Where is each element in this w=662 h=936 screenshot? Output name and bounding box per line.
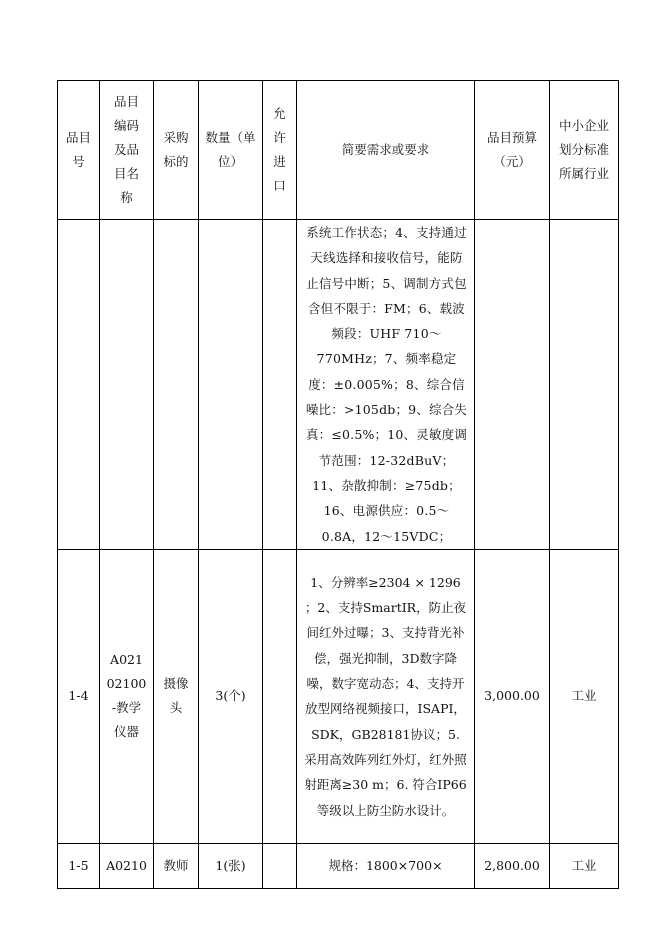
cell-item-code-name: A02102100-教学仪器 [100, 549, 154, 843]
cell-purchase-target: 摄像头 [154, 549, 199, 843]
table-header-row [58, 81, 619, 220]
cell-allow-import [263, 549, 297, 843]
cell-requirements: 规格：1800×700× [297, 843, 475, 888]
header-sme-industry: 中小企业划分标准所属行业 [550, 81, 619, 220]
cell-budget [475, 220, 550, 550]
cell-budget: 3,000.00 [475, 549, 550, 843]
cell-allow-import [263, 220, 297, 550]
header-requirements: 简要需求或要求 [297, 81, 475, 220]
header-budget: 品目预算（元） [475, 81, 550, 220]
cell-purchase-target: 教师 [154, 843, 199, 888]
cell-sme-industry: 工业 [550, 843, 619, 888]
cell-requirements: 1、分辨率≥2304 × 1296 ；2、支持SmartIR，防止夜间红外过曝；3、支持背光补偿，强光抑制，3D数字降噪，数字宽动态；4、支持开放型网络视频接口，ISAPI，SDK，GB28181协议；5. 采用高效阵列红外灯，红外照射距离≥30 m；6. 符合IP66等级以上防尘防水设计。 [297, 549, 475, 843]
cell-budget: 2,800.00 [475, 843, 550, 888]
table-row [58, 843, 619, 888]
header-item-code-name: 品目编码及品目名称 [100, 81, 154, 220]
procurement-items-table [57, 80, 619, 889]
cell-purchase-target [154, 220, 199, 550]
header-purchase-target: 采购标的 [154, 81, 199, 220]
header-item-no: 品目号 [58, 81, 100, 220]
cell-item-no: 1-4 [58, 549, 100, 843]
cell-item-code-name: A0210 [100, 843, 154, 888]
table-row [58, 220, 619, 550]
cell-quantity: 1(张) [199, 843, 263, 888]
cell-quantity: 3(个) [199, 549, 263, 843]
table-row [58, 549, 619, 843]
cell-item-no: 1-5 [58, 843, 100, 888]
cell-quantity [199, 220, 263, 550]
header-quantity: 数量（单位） [199, 81, 263, 220]
cell-requirements: 系统工作状态；4、支持通过天线选择和接收信号，能防止信号中断；5、调制方式包含但不限于：FM；6、载波频段：UHF 710～770MHz；7、频率稳定度：±0.005%；8、综合信噪比：>105db；9、综合失真：≤0.5%；10、灵敏度调节范围：12-32dBuV；11、杂散抑制：≥75db；16、电源供应：0.5～0.8A，12～15VDC； [297, 220, 475, 550]
header-allow-import: 允许进口 [263, 81, 297, 220]
cell-sme-industry [550, 220, 619, 550]
cell-allow-import [263, 843, 297, 888]
cell-item-no [58, 220, 100, 550]
cell-sme-industry: 工业 [550, 549, 619, 843]
cell-item-code-name [100, 220, 154, 550]
